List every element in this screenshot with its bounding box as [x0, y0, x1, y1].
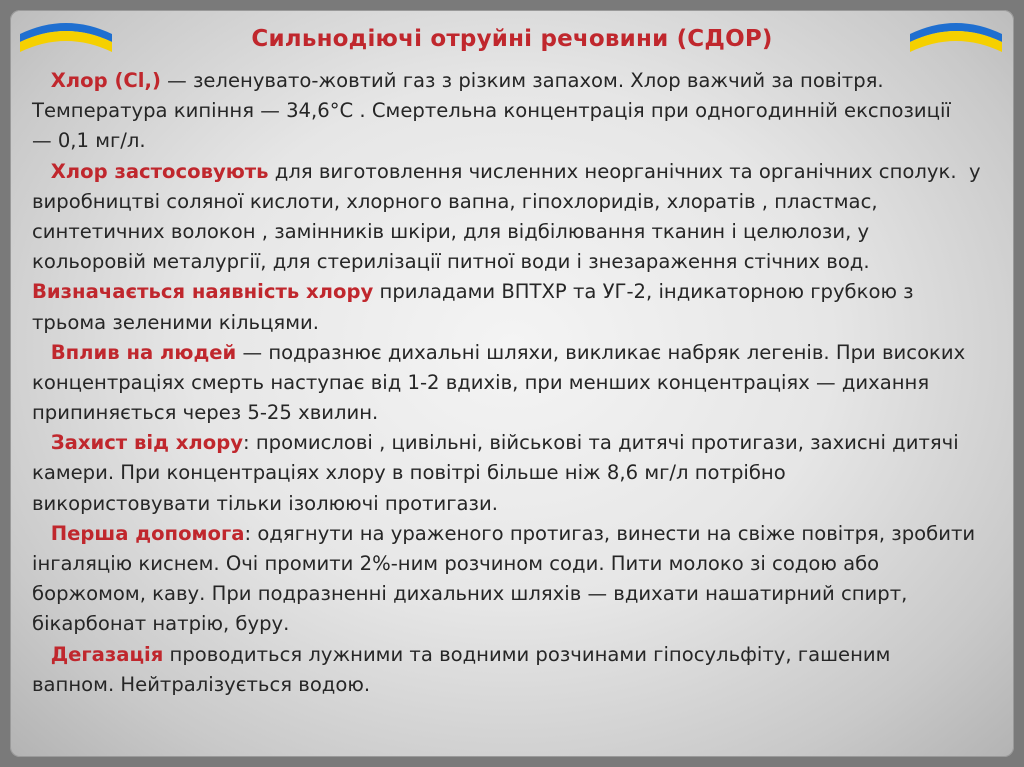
text-segment: камери. При концентраціях хлору в повітрі більше ніж 8,6 мг/л потрібно: [32, 461, 786, 485]
text-line: [32, 428, 1000, 458]
text-line: [32, 338, 1000, 368]
text-segment: виробництві соляної кислоти, хлорного вапна, гіпохлоридів, хлоратів , пластмас,: [32, 189, 878, 213]
page-title: Сильнодіючі отруйні речовини (СДОР): [251, 26, 773, 52]
text-line: [32, 489, 1000, 519]
text-line: [32, 96, 1000, 126]
text-line: [32, 579, 1000, 609]
highlight-term: Хлор (Cl,): [50, 69, 161, 92]
highlight-term: Вплив на людей: [50, 340, 237, 364]
text-line: [32, 126, 1000, 156]
text-line: [32, 640, 1000, 670]
text-segment: для виготовлення численних неорганічних та органічних сполук. у: [268, 159, 981, 183]
text-segment: [32, 69, 51, 92]
text-line: [32, 398, 1000, 428]
text-segment: : промислові , цивільні, військові та дитячі протигази, захисні дитячі: [243, 431, 959, 455]
text-segment: [32, 160, 51, 183]
text-line: [32, 368, 1000, 398]
text-segment: [32, 341, 51, 364]
text-segment: боржомом, каву. При подразненні дихальних шляхів — вдихати нашатирний спирт,: [32, 582, 908, 606]
text-segment: [32, 643, 51, 666]
text-line: [32, 66, 1000, 96]
text-segment: [32, 431, 51, 454]
text-segment: проводиться лужними та водними розчинами гіпосульфіту, гашеним: [163, 642, 891, 666]
text-segment: інгаляцію киснем. Очі промити 2%-ним розчином соди. Пити молоко зі содою або: [32, 552, 880, 575]
text-segment: — подразнює дихальні шляхи, викликає набряк легенів. При високих: [236, 340, 966, 364]
text-segment: : одягнути на ураженого протигаз, винести на свіже повітря, зробити: [244, 521, 976, 545]
text-segment: — 0,1 мг/л.: [32, 129, 146, 153]
highlight-term: Дегазація: [50, 642, 164, 666]
text-line: [32, 217, 1000, 247]
text-line: [32, 549, 1000, 579]
text-line: [32, 670, 1000, 700]
highlight-term: Хлор застосовують: [50, 159, 269, 183]
text-segment: бікарбонат натрію, буру.: [32, 612, 290, 636]
text-segment: кольоровій металургії, для стерилізації питної води і знезараження стічних вод.: [32, 250, 870, 274]
text-line: [32, 458, 1000, 488]
text-line: [32, 157, 1000, 187]
text-line: [32, 277, 1000, 307]
text-segment: трьома зеленими кільцями.: [32, 310, 319, 334]
text-segment: вапном. Нейтралізується водою.: [32, 672, 371, 696]
highlight-term: Визначається наявність хлору: [32, 280, 374, 304]
text-segment: Температура кипіння — 34,6°С . Смертельна концентрація при одногодинній експозиції: [32, 99, 951, 123]
text-line: [32, 519, 1000, 549]
text-line: [32, 609, 1000, 639]
highlight-term: Захист від хлору: [50, 431, 243, 455]
text-line: [32, 187, 1000, 217]
highlight-term: Перша допомога: [50, 521, 245, 545]
text-segment: припиняється через 5-25 хвилин.: [32, 401, 379, 425]
text-segment: концентраціях смерть наступає від 1-2 вдихів, при менших концентраціях — дихання: [32, 370, 930, 394]
slide-body-text: [32, 66, 1000, 700]
text-segment: синтетичних волокон , замінників шкіри, для відбілювання тканин і целюлози, у: [32, 219, 870, 243]
text-segment: приладами ВПТХР та УГ-2, індикаторною грубкою з: [373, 280, 914, 304]
text-segment: — зеленувато-жовтий газ з різким запахом. Хлор важчий за повітря.: [160, 69, 884, 92]
text-line: [32, 247, 1000, 277]
text-segment: [32, 522, 51, 545]
text-segment: використовувати тільки ізолюючі протигази.: [32, 491, 498, 515]
text-line: [32, 308, 1000, 338]
